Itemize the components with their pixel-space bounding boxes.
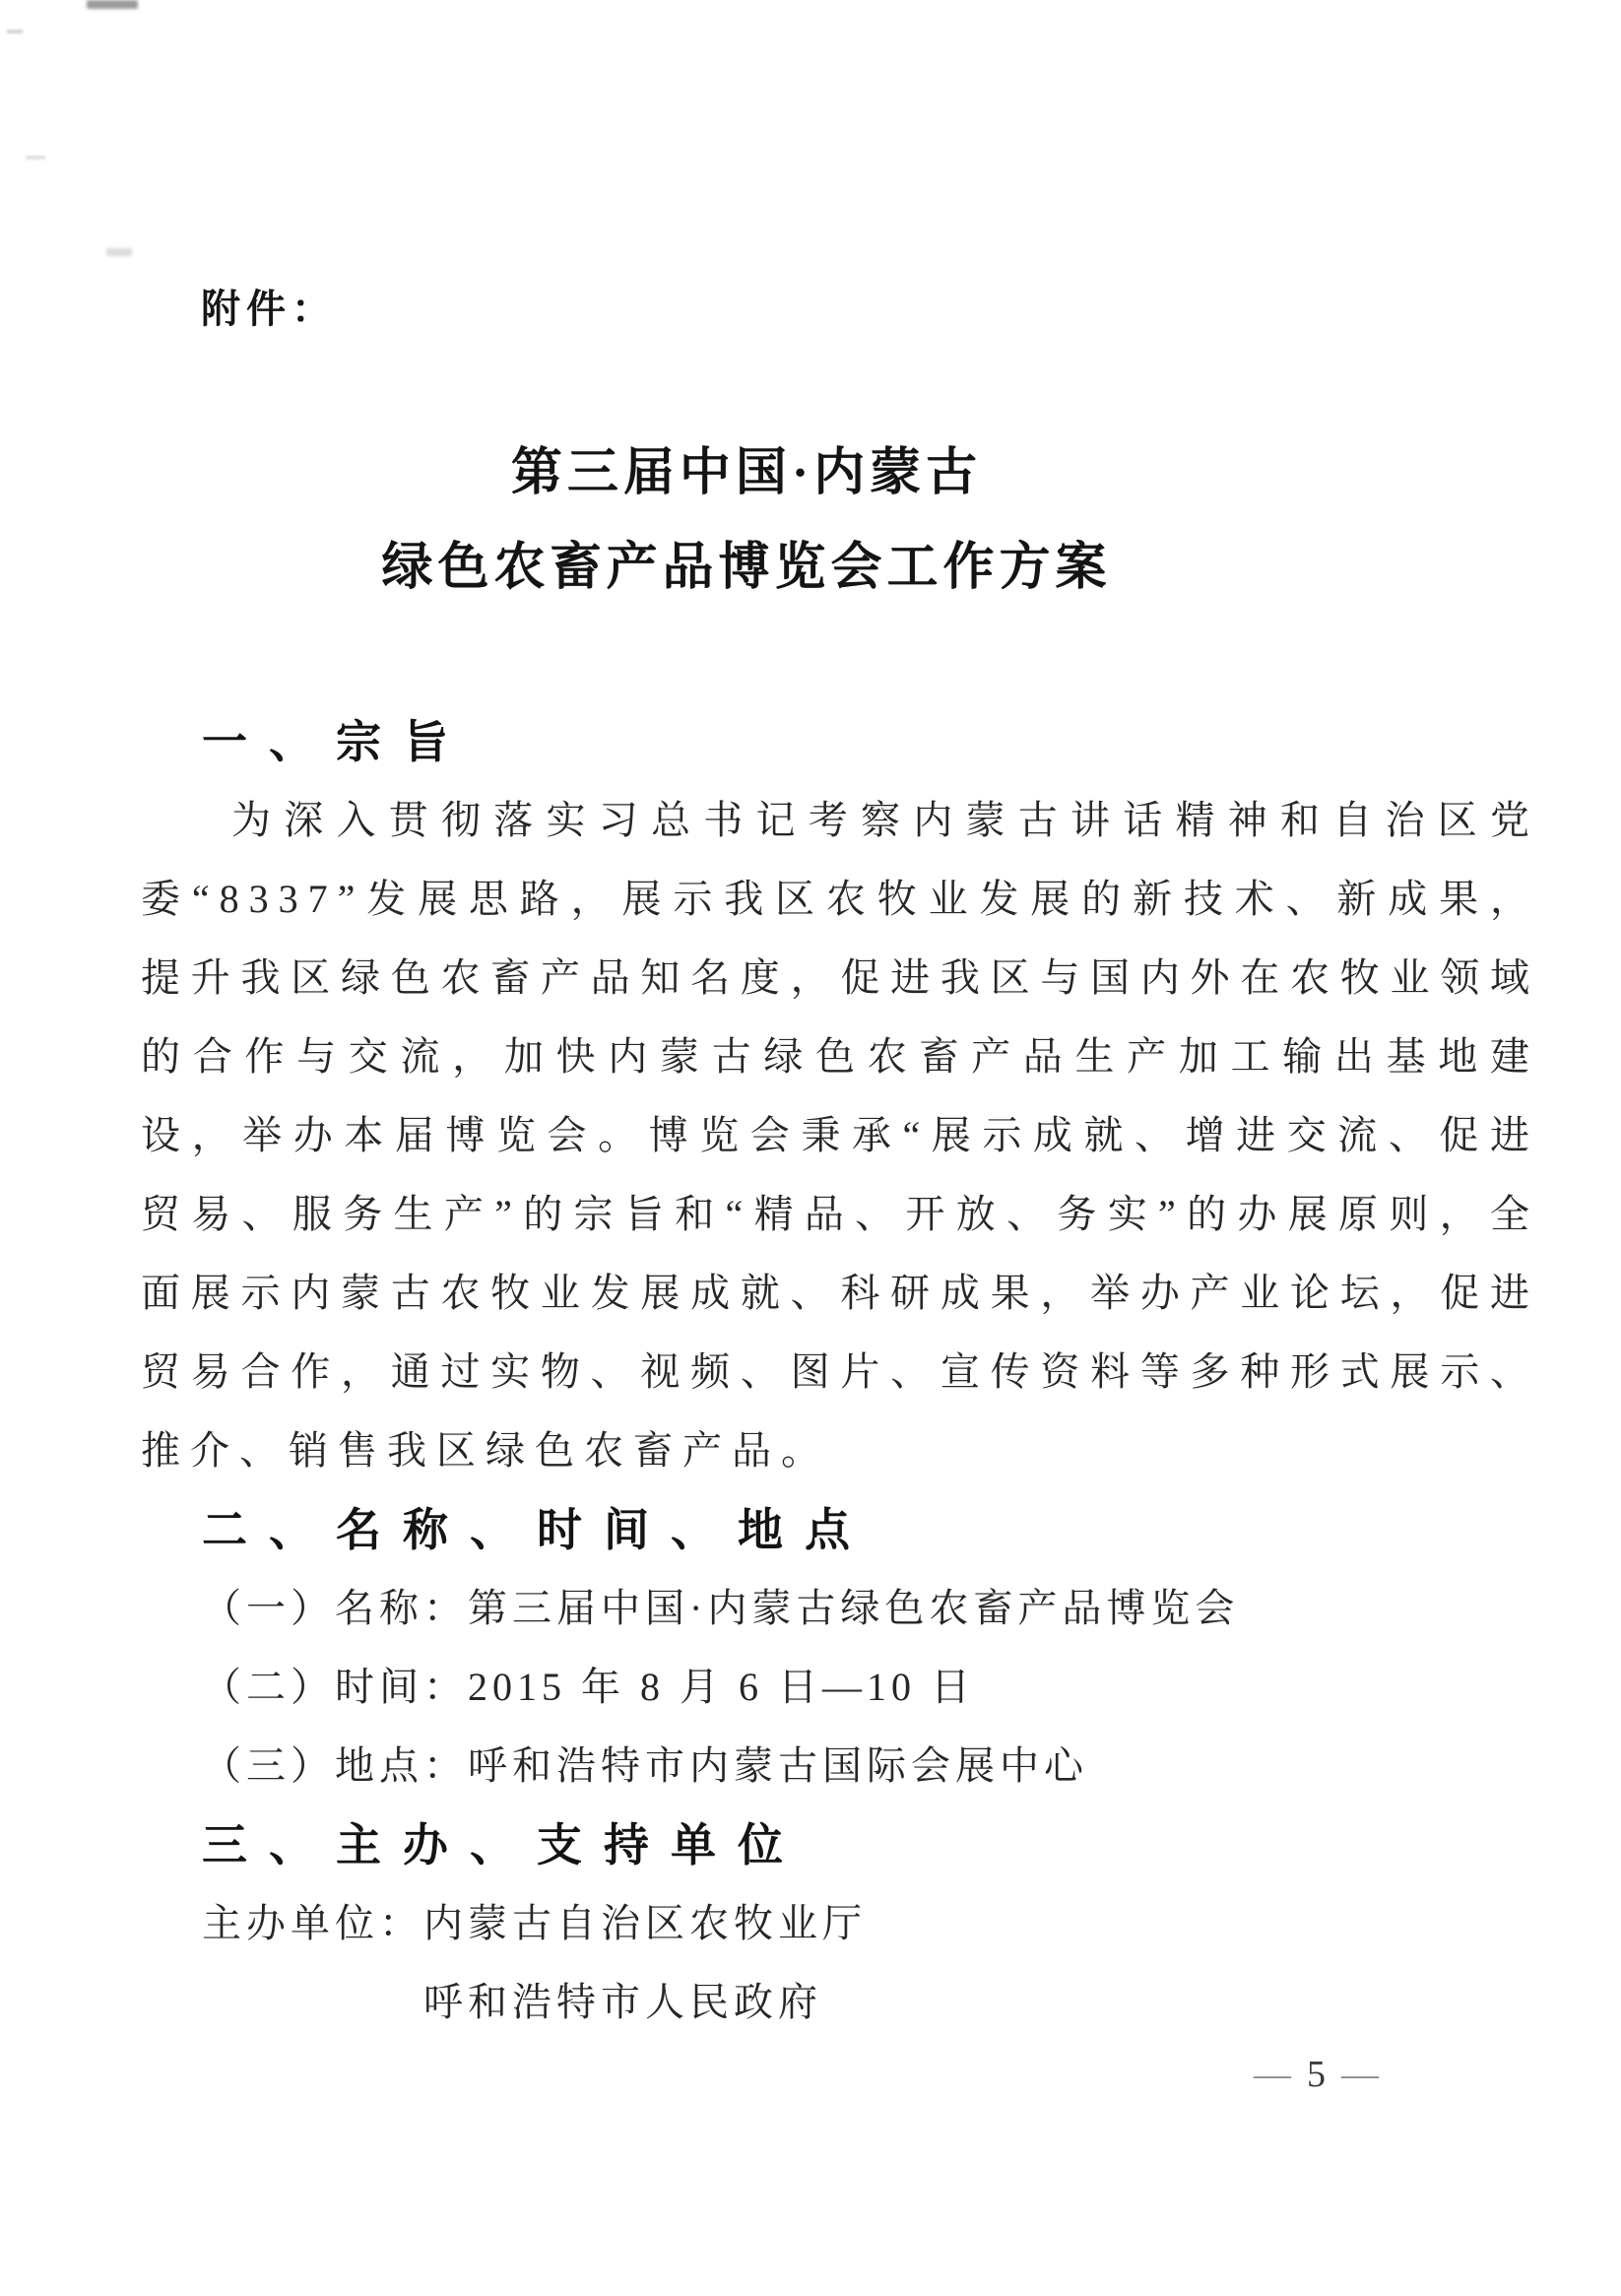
organizer-agriculture-department: 内蒙古自治区农牧业厅	[423, 1901, 867, 1945]
purpose-paragraph: 为深入贯彻落实习总书记考察内蒙古讲话精神和自治区党委“8337”发展思路，展示我区农牧业发展的新技术、新成果，提升我区绿色农畜产品知名度，促进我区与国内外在农牧业领域的合作与交流，加快内蒙古绿色农畜产品生产加工输出基地建设，举办本届博览会。博览会秉承“展示成就、增进交流、促进贸易、服务生产”的宗旨和“精品、开放、务实”的办展原则，全面展示内蒙古农牧业发展成就、科研成果，举办产业论坛，促进贸易合作，通过实物、视频、图片、宣传资料等多种形式展示、推介、销售我区绿色农畜产品。	[141, 798, 1539, 1473]
page-number-right-dash: —	[1341, 2054, 1379, 2095]
section-heading-purpose: 一、宗旨	[202, 716, 470, 767]
page-number	[1238, 2051, 1394, 2098]
organizer-label: 主办单位：	[202, 1901, 423, 1945]
scan-artifact	[87, 0, 138, 9]
document-title-line1: 第三届中国·内蒙古	[510, 445, 983, 501]
item-exhibition-place: （三）地点：呼和浩特市内蒙古国际会展中心	[202, 1743, 1088, 1788]
page-number-left-dash: —	[1254, 2054, 1291, 2095]
item-exhibition-time: （二）时间：2015 年 8 月 6 日—10 日	[202, 1665, 975, 1709]
page-number-value: 5	[1307, 2054, 1326, 2095]
organizer-city-government: 呼和浩特市人民政府	[423, 1980, 822, 2024]
document-title-line2: 绿色农畜产品博览会工作方案	[381, 540, 1112, 596]
section-heading-organizers: 三、主办、支持单位	[202, 1819, 805, 1870]
organizers-block	[141, 1884, 1539, 2042]
document-body	[141, 702, 1539, 2042]
scan-artifact	[106, 248, 132, 256]
document-title	[0, 426, 1621, 616]
attachment-label: 附件：	[201, 288, 337, 331]
scan-artifact	[26, 156, 45, 160]
section-heading-name-time-place: 二、名称、时间、地点	[202, 1504, 872, 1555]
scan-artifact	[7, 30, 23, 33]
organizer-values	[423, 1884, 867, 2042]
item-exhibition-name: （一）名称：第三届中国·内蒙古绿色农畜产品博览会	[202, 1586, 1240, 1630]
